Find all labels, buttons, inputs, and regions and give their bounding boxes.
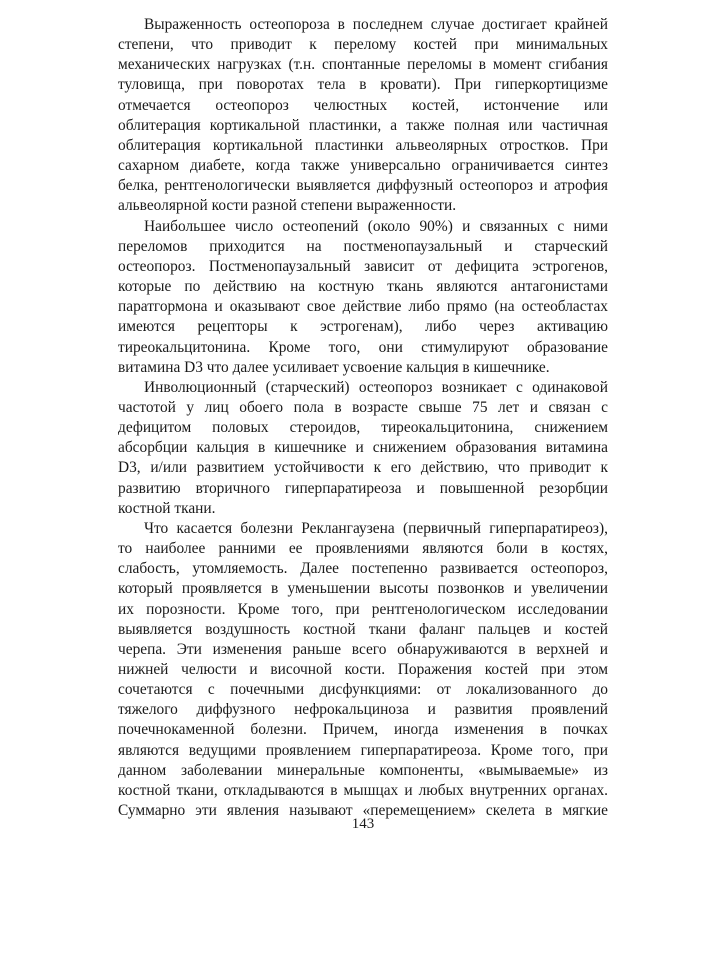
- text-line: витамина D3 что далее усиливает усвоение кальция в кишечнике.: [118, 358, 550, 376]
- page-number: 143: [351, 816, 375, 832]
- text-line: абсорбции кальция в кишечнике и снижением образования витамина: [118, 439, 608, 457]
- text-line: паратгормона и оказывают свое действие либо прямо (на остеобластах: [118, 298, 608, 316]
- text-line: их порозности. Кроме того, при рентгенологическом исследовании: [118, 600, 608, 618]
- text-line: то наиболее ранними ее проявлениями являются боли в костях,: [118, 540, 608, 558]
- text-line: облитерация кортикальной пластинки, а также полная или частичная: [118, 116, 608, 134]
- text-line: Что касается болезни Реклангаузена (первичный гиперпаратиреоз),: [144, 519, 608, 537]
- text-line: тяжелого диффузного нефрокальциноза и развития проявлений: [118, 701, 608, 719]
- text-line: дефицитом половых стероидов, тиреокальцитонина, снижением: [118, 419, 608, 437]
- text-line: сочетаются с почечными дисфункциями: от локализованного до: [118, 681, 608, 699]
- text-line: степени, что приводит к перелому костей при минимальных: [118, 36, 608, 54]
- text-line: Суммарно эти явления называют «перемещением» скелета в мягкие: [118, 802, 608, 820]
- text-line: Инволюционный (старческий) остеопороз возникает с одинаковой: [144, 378, 608, 396]
- text-line: черепа. Эти изменения раньше всего обнаруживаются в верхней и: [118, 640, 608, 658]
- text-line: имеются рецепторы к эстрогенам), либо через активацию: [118, 318, 608, 336]
- text-line: механических нагрузках (т.н. спонтанные переломы в момент сгибания: [118, 56, 608, 74]
- text-line: который проявляется в уменьшении высоты позвонков и увеличении: [118, 580, 608, 598]
- text-line: слабость, утомляемость. Далее постепенно развивается остеопороз,: [118, 560, 608, 578]
- text-line: остеопороз. Постменопаузальный зависит от дефицита эстрогенов,: [118, 257, 608, 275]
- text-line: тиреокальцитонина. Кроме того, они стимулируют образование: [118, 338, 608, 356]
- text-line: облитерация кортикальной пластинки альвеолярных отростков. При: [118, 136, 608, 154]
- text-line: частотой у лиц обоего пола в возрасте свыше 75 лет и связан с: [118, 398, 608, 416]
- text-line: отмечается остеопороз челюстных костей, истончение или: [118, 96, 608, 114]
- text-line: белка, рентгенологически выявляется диффузный остеопороз и атрофия: [118, 177, 608, 195]
- paragraph: [118, 378, 608, 519]
- text-line: D3, и/или развитием устойчивости к его действию, что приводит к: [118, 459, 608, 477]
- text-line: костной ткани, откладываются в мышцах и любых внутренних органах.: [118, 781, 608, 799]
- text-line: развитию вторичного гиперпаратиреоза и повышенной резорбции: [118, 479, 608, 497]
- text-line: туловища, при поворотах тела в кровати). При гиперкортицизме: [118, 76, 608, 94]
- body-text: [118, 15, 608, 821]
- text-line: нижней челюсти и височной кости. Поражения костей при этом: [118, 661, 608, 678]
- paragraph: [118, 519, 608, 821]
- text-line: являются ведущими проявлением гиперпаратиреоза. Кроме того, при: [118, 741, 608, 759]
- text-line: почечнокаменной болезни. Причем, иногда изменения в почках: [118, 721, 608, 739]
- text-line: альвеолярной кости разной степени выраженности.: [118, 197, 457, 215]
- text-line: данном заболевании минеральные компоненты, «вымываемые» из: [118, 761, 608, 779]
- text-line: выявляется воздушность костной ткани фаланг пальцев и костей: [118, 620, 608, 638]
- text-line: Наибольшее число остеопений (около 90%) и связанных с ними: [144, 217, 608, 235]
- text-line: сахарном диабете, когда также универсально ограничивается синтез: [118, 157, 608, 175]
- text-line: которые по действию на костную ткань являются антагонистами: [118, 278, 608, 296]
- paragraph: [118, 15, 608, 217]
- text-line: Выраженность остеопороза в последнем случае достигает крайней: [144, 16, 608, 33]
- text-line: костной ткани.: [118, 499, 216, 517]
- paragraph: [118, 217, 608, 378]
- text-line: переломов приходится на постменопаузальный и старческий: [118, 237, 608, 255]
